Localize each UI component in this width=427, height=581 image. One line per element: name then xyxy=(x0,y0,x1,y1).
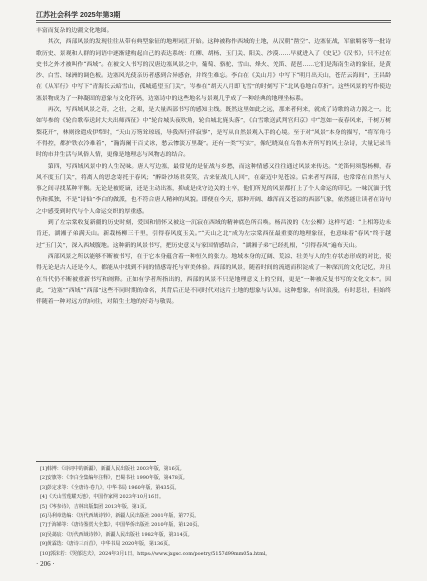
footnote: [4]《天山雪莲耀天池》，中国作家网 2023年10月16日。 xyxy=(40,494,164,501)
paragraph: 第四，写西域风景中的人生况味。唐人写边塞，最常见的是征战与乡愁，而这种情感又往往通过风景来传达。“羌笛何须怨杨柳，春风不度玉门关”，将离人的思念寄托于春风；“醉卧沙场君莫笑，古来征战几人回”，在豪迈中见苍凉。后来者写西部，也常常在自然与人事之间寻找某种平衡。无论是被贬谪，还是主动出塞，抑或是戍守边关的士卒，他们所见的风景都打上了个人命运的印记。一味沉湎于忧伤和孤独，不是“诗仙”李白的做派，也不符合唐人精神的风貌。即便在今天，那种开阔、雄浑而又苍凉的西部气象，依然能让读者在诗句之中感受到时代与个人命运交织的厚重感。 xyxy=(36,163,391,215)
paragraph: 丰富而复杂的边疆文化地图。 xyxy=(36,28,113,34)
page-number: · 206 · xyxy=(36,560,55,568)
footnote: [8]吴蔼宸：《历代西域诗钞》，新疆人民出版社 1982年版，第314页。 xyxy=(40,531,193,538)
header-rule xyxy=(36,20,391,21)
footnote: [7]于海娣等：《唐诗鉴赏大全集》，中国华侨出版社 2010年版，第120页。 xyxy=(40,522,203,529)
footnote: [5]《岑参诗》，吉林出版集团 2013年版，第1页。 xyxy=(40,503,150,510)
paragraph: 到了左宗棠收复新疆的历史时刻，爱国和情怀又被这一沉寂在西域的精神底色所召唤。杨昌浚的《左公柳》这样写道：“上相筹边未肯还，湖湘子弟满天山。新栽杨柳三千里，引得春风度玉关。”“天山之北”成为左宗棠西征最重要的地理象征，也意味着“春风”终于越过“玉门关”，深入西域腹地。这种新的风景书写，把历史意义与家国情感结合，“湖湘子弟”已经扎根，“引得春风”遍布天山。 xyxy=(36,220,391,249)
paragraph: 西部风景之所以能够不断被书写，在于它本身蕴含着一种恒久的张力。地域本身的辽阔、荒凉、壮美与人的生存状态形成的对比，使得无论是古人还是今人，都能从中找到不同的情感寄托与审美体验。西部的风景，随着时间的流逝而积淀成了一种深沉的文化记忆，并且在当代仍不断被重新书写和阐释。正如有学者所指出的，西部的风景不只是地理意义上的空间，更是“一种被反复书写的文化文本”。因此，“边塞”“西域”“西部”这些不同时期的命名，其背后正是不同时代对这片土地的想象与认知。这种想象，有时浪漫，有时悲壮，但始终伴随着一种对远方的向往，对陌生土地的好奇与敬畏。 xyxy=(36,253,391,306)
footnote: [10]郭沫若：《哭郁达夫》，2024年3月1日，https://www.jxgsc.com/poetry/5157d99mm05a.html。 xyxy=(40,550,271,557)
footnote: [6]马利章选编：《历代西域诗钞》，新疆人民出版社 2001年版，第77页。 xyxy=(40,513,200,520)
footnote: [9]黄霖选：《唐诗三百首》，中华书局 2020年版，第136页。 xyxy=(40,541,173,548)
footnote-rule xyxy=(36,461,156,462)
footnote: [2]安旗等：《李白全集编年注释》，巴蜀书社 1990年版，第478页。 xyxy=(40,475,188,482)
footnote: [3]彭定求等：《全唐诗·卷九》，中华书局 1960年版，第435页。 xyxy=(40,484,180,491)
header-rule-thin xyxy=(36,22,391,23)
footnotes xyxy=(40,465,390,559)
running-header: 江苏社会科学 2025年第3期 xyxy=(36,12,121,19)
paragraph: 再次，写西域风景之奇，之壮，之艰，是大量西部书写的感知主线。既然这里如此之远，那来者何来，就成了诗歌的动力源之一。比如岑参的《轮台歌奉送封大夫出师西征》中“轮台城头夜吹角，轮台城北旄头落”，《白雪歌送武判官归京》中“忽如一夜春风来，千树万树梨花开”，林则徐遣戍伊犁时，“天山万笏耸琼瑶，导我西行伴寂寥”，是写从自然景观入手的心境。至于对“风景”本身的描写，“将军角弓不得控，都护铁衣冷难着”，“瀚海阑干百丈冰，愁云惨淡万里凝”。还有一类“写实”，像纪晓岚在乌鲁木齐所写的风土杂诗，大量记录当时的市井生活与风俗人情，更像是地理志与风物志的结合。 xyxy=(36,107,391,159)
footnote: [1]韩博：《诗词中的新疆》，新疆人民出版社 2003年版，第16页。 xyxy=(40,466,185,472)
paragraph: 其次，西部风景的发现往往从带有典型象征的地理词汇开始。这种被称作西域的土地，从汉朝“凿空”、边塞征战，军旅羁客等一批诗歌历史、景观和人群的词语中逐渐建构起自己的表达系统：红柳、胡杨、玉门关、阳关、沙漠……早就进入了《史记》《汉书》，只不过在史书之外才被叫作“西域”。在被文人书写的汉唐边塞风景之中，葡萄、骆驼、雪山、烽火、羌笛、琵琶……它们是海南生动的象征，是黄沙、白雪、绿洲的调色板。边塞风光使亲历者感到合异感奋，并终生难忘。李白在《关山月》中写下“明月出天山，苍茫云海间”，王昌龄在《从军行》中写下“青海长云暗雪山，孤城遥望玉门关”，岑参在“胡天八月即飞雪”的时刻写下“北风卷地白草折”。这些风景的写作使边塞景物成为了一种凝固的意象与文化符码，边塞诗中的这些地名与景观几乎成了一种经典的地理坐标系。 xyxy=(36,39,391,102)
body-text xyxy=(36,26,391,308)
